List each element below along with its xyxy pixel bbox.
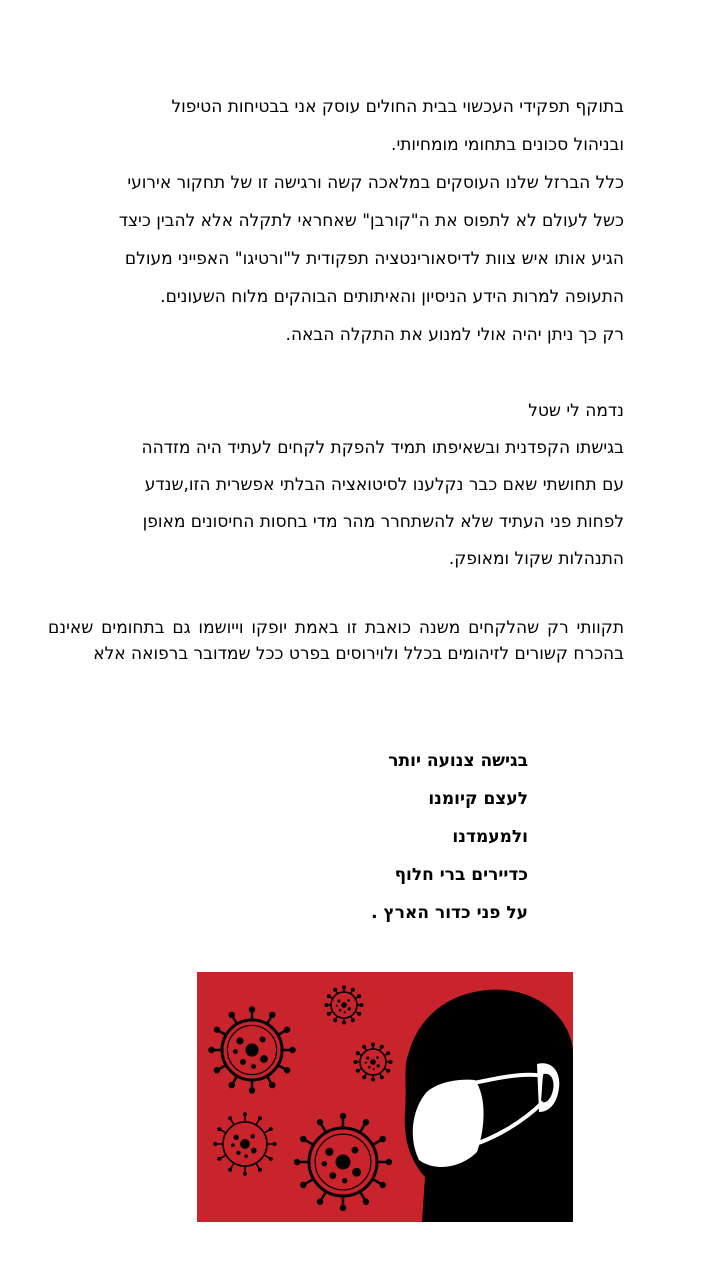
poem-line: לעצם קיומנו [428,789,528,809]
text-line: כשל לעולם לא לתפוס את ה"קורבן" שאחראי לתקלה אלא להבין כיצד [118,211,624,231]
paragraph-safety [44,88,624,354]
text-line: תקוותי רק שהלקחים משנה כואבת זו באמת יופקו וייושמו גם בתחומים שאינם בהכרח קשורים לזיהומים בכלל ולוירוסים בפרט ככל שמדובר ברפואה אלא [48,618,624,664]
text-line: כלל הברזל שלנו העוסקים במלאכה קשה ורגישה זו של תחקור אירועי [127,173,624,193]
text-line: עם תחושתי שאם כבר נקלענו לסיטואציה הבלתי אפשרית הזו,שנדע [144,475,624,495]
paragraph-tal [44,393,624,578]
person-with-face-mask-and-coronavirus-icon [197,972,573,1222]
text-line: התנהלות שקול ומאופק. [448,549,624,569]
poem-line: ולמעמדנו [452,827,528,847]
text-line: רק כך ניתן יהיה אולי למנוע את התקלה הבאה. [285,325,624,345]
text-line: בגישתו הקפדנית ובשאיפתו תמיד להפקת לקחים לעתיד היה מזדהה [141,438,624,458]
text-line: ובניהול סכונים בתחומי מומחיותי. [391,135,624,155]
text-line: נדמה לי שטל [528,401,624,421]
text-line: בתוקף תפקידי העכשוי בבית החולים עוסק אני בבטיחות הטיפול [171,97,624,117]
poem-line: כדיירים ברי חלוף [394,865,528,885]
text-line: התעופה למרות הידע הניסיון והאיתותים הבוהקים מלוח השעונים. [160,287,624,307]
poem-line: בגישה צנועה יותר [388,751,528,771]
text-line: לפחות פני העתיד שלא להשתחרר מהר מדי בחסות החיסונים מאופן [142,512,624,532]
poem [371,742,528,932]
poem-line: על פני כדור הארץ . [371,903,528,923]
text-line: הגיע אותו איש צוות לדיסאורינטציה תפקודית ל"ורטיגו" האפייני מעולם [124,249,624,269]
paragraph-hope [48,615,624,667]
